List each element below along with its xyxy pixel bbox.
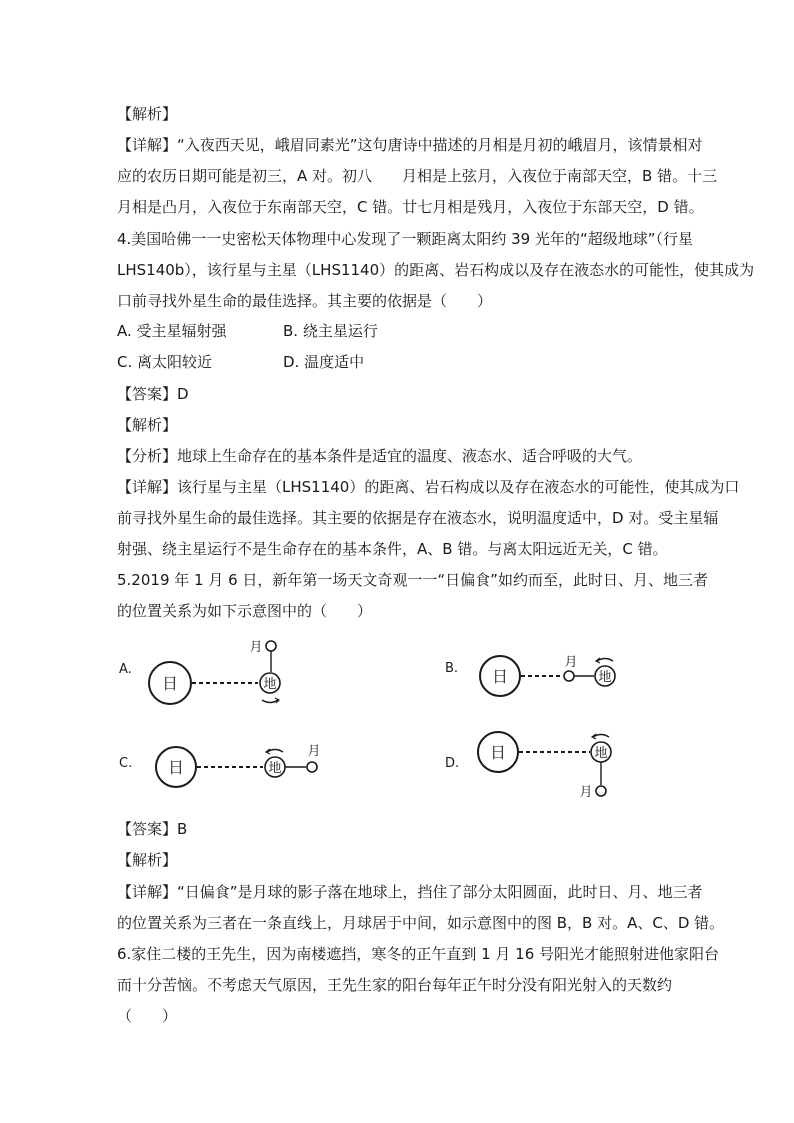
earth-text: 地 xyxy=(268,761,282,776)
explanation-line: 【详解】“入夜西天见，峨眉同素光”这句唐诗中描述的月相是月初的峨眉月，该情景相对 xyxy=(117,136,703,154)
earth-text: 地 xyxy=(263,677,277,692)
diagram-b-label: B. xyxy=(445,661,459,676)
sun-text: 日 xyxy=(161,674,179,693)
q4-option-b: B. 绕主星运行 xyxy=(283,322,378,340)
q4-option-d: D. 温度适中 xyxy=(283,353,365,371)
earth-text: 地 xyxy=(594,746,608,761)
analysis-line: 【分析】地球上生命存在的基本条件是适宜的温度、液态水、适合呼吸的大气。 xyxy=(117,447,643,465)
question-4-text: 口前寻找外星生命的最佳选择。其主要的依据是（ ） xyxy=(117,292,493,310)
question-4-text: LHS140b），该行星与主星（LHS1140）的距离、岩石构成以及存在液态水的可能性，使其成为 xyxy=(117,261,755,279)
moon-text: 月 xyxy=(579,785,593,800)
diagram-d-label: D. xyxy=(445,756,460,771)
q4-option-a: A. 受主星辐射强 xyxy=(117,322,227,340)
question-6-text: （ ） xyxy=(117,1007,178,1025)
diagram-a xyxy=(140,630,300,710)
diagram-a-label: A. xyxy=(119,662,132,677)
moon-icon xyxy=(266,641,276,651)
diagram-c-label: C. xyxy=(119,756,133,771)
explanation-line: 【详解】“日偏食”是月球的影子落在地球上，挡住了部分太阳圆面，此时日、月、地三者 xyxy=(117,883,703,901)
section-heading-analysis: 【解析】 xyxy=(117,851,178,869)
diagram-d xyxy=(470,725,630,810)
explanation-line: 前寻找外星生命的最佳选择。其主要的依据是存在液态水，说明温度适中，D 对。受主星辐 xyxy=(117,509,719,527)
moon-icon xyxy=(307,762,317,772)
moon-text: 月 xyxy=(249,640,263,655)
moon-icon xyxy=(596,786,606,796)
moon-icon xyxy=(564,671,574,681)
explanation-line: 应的农历日期可能是初三，A 对。初八 月相是上弦月，入夜位于南部天空，B 错。十三 xyxy=(117,167,718,185)
q4-option-c: C. 离太阳较近 xyxy=(117,353,213,371)
answer-line: 【答案】D xyxy=(117,385,189,403)
question-6-text: 而十分苦恼。不考虑天气原因，王先生家的阳台每年正午时分没有阳光射入的天数约 xyxy=(117,976,673,994)
explanation-line: 射强、绕主星运行不是生命存在的基本条件，A、B 错。与离太阳远近无关，C 错。 xyxy=(117,540,668,558)
question-5-text: 的位置关系为如下示意图中的（ ） xyxy=(117,602,373,620)
earth-text: 地 xyxy=(598,670,612,685)
moon-text: 月 xyxy=(564,655,578,670)
moon-text: 月 xyxy=(307,744,321,759)
answer-line: 【答案】B xyxy=(117,820,188,838)
section-heading-analysis: 【解析】 xyxy=(117,416,178,434)
sun-text: 日 xyxy=(489,743,507,762)
sun-text: 日 xyxy=(491,667,509,686)
question-6-text: 6.家住二楼的王先生，因为南楼遮挡，寒冬的正午直到 1 月 16 号阳光才能照射进他家阳台 xyxy=(117,945,720,963)
question-4-text: 4.美国哈佛一一史密松天体物理中心发现了一颗距离太阳约 39 光年的“超级地球”（行星 xyxy=(117,230,693,248)
explanation-line: 月相是凸月，入夜位于东南部天空，C 错。廿七月相是残月，入夜位于东部天空，D 错。 xyxy=(117,198,704,216)
section-heading-analysis: 【解析】 xyxy=(117,105,178,123)
diagram-c xyxy=(145,735,325,805)
sun-text: 日 xyxy=(167,758,185,777)
question-5-text: 5.2019 年 1 月 6 日，新年第一场天文奇观一一“日偏食”如约而至，此时日、月、地三者 xyxy=(117,571,708,589)
explanation-line: 【详解】该行星与主星（LHS1140）的距离、岩石构成以及存在液态水的可能性，使其成为口 xyxy=(117,478,740,496)
explanation-line: 的位置关系为三者在一条直线上，月球居于中间，如示意图中的图 B，B 对。A、C、D 错。 xyxy=(117,914,725,932)
diagram-b xyxy=(470,640,630,710)
